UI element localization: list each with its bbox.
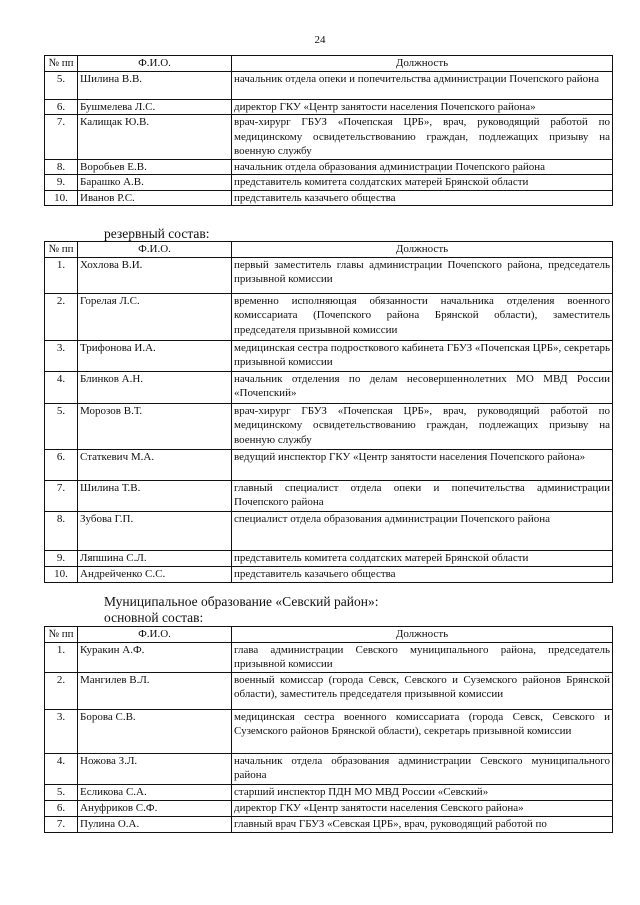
header-num: № пп xyxy=(45,242,78,258)
member-name: Хохлова В.И. xyxy=(78,257,232,293)
table-row xyxy=(45,190,613,206)
header-name: Ф.И.О. xyxy=(78,627,232,643)
table-row xyxy=(45,753,613,784)
member-name: Ануфриков С.Ф. xyxy=(78,800,232,816)
row-number: 10. xyxy=(45,190,78,206)
table-row xyxy=(45,800,613,816)
row-number: 1. xyxy=(45,257,78,293)
member-name: Куракин А.Ф. xyxy=(78,642,232,672)
table-row xyxy=(45,672,613,709)
member-position: начальник отдела опеки и попечительства администрации Почепского района xyxy=(232,71,613,99)
table-row xyxy=(45,71,613,99)
member-name: Барашко А.В. xyxy=(78,175,232,191)
member-position: первый заместитель главы администрации Почепского района, председатель призывной комиссии xyxy=(232,257,613,293)
table-row xyxy=(45,340,613,371)
row-number: 9. xyxy=(45,175,78,191)
table-row xyxy=(45,642,613,672)
member-position: медицинская сестра военного комиссариата (города Севск, Севского и Суземского районов Брянской области), секретарь призывной комиссии xyxy=(232,709,613,753)
member-position: главный врач ГБУЗ «Севская ЦРБ», врач, руководящий работой по xyxy=(232,816,613,832)
member-position: старший инспектор ПДН МО МВД России «Севский» xyxy=(232,784,613,800)
section-reserve-title: резервный состав: xyxy=(104,226,210,241)
row-number: 9. xyxy=(45,550,78,566)
member-position: представитель казачьего общества xyxy=(232,566,613,582)
row-number: 10. xyxy=(45,566,78,582)
header-num: № пп xyxy=(45,56,78,72)
member-name: Блинков А.Н. xyxy=(78,371,232,403)
member-position: врач-хирург ГБУЗ «Почепская ЦРБ», врач, руководящий работой по медицинскому освидетельствованию граждан, подлежащих призыву на военную службу xyxy=(232,115,613,160)
member-position: директор ГКУ «Центр занятости населения Почепского района» xyxy=(232,99,613,115)
row-number: 6. xyxy=(45,800,78,816)
commission-table-main-sevsk xyxy=(44,626,613,833)
header-position: Должность xyxy=(232,56,613,72)
row-number: 8. xyxy=(45,159,78,175)
table-row xyxy=(45,403,613,449)
header-name: Ф.И.О. xyxy=(78,242,232,258)
table-row xyxy=(45,480,613,511)
member-name: Ножова З.Л. xyxy=(78,753,232,784)
member-name: Андрейченко С.С. xyxy=(78,566,232,582)
member-position: временно исполняющая обязанности начальника отделения военного комиссариата (Почепского района Брянской области), заместитель председателя призывной комиссии xyxy=(232,293,613,340)
member-position: представитель казачьего общества xyxy=(232,190,613,206)
row-number: 3. xyxy=(45,340,78,371)
member-name: Трифонова И.А. xyxy=(78,340,232,371)
table-row xyxy=(45,566,613,582)
page-number: 24 xyxy=(314,34,326,46)
row-number: 7. xyxy=(45,816,78,832)
member-name: Зубова Г.П. xyxy=(78,511,232,550)
table-header-row xyxy=(45,627,613,643)
commission-table-main-pochep xyxy=(44,55,613,206)
table-row xyxy=(45,709,613,753)
row-number: 5. xyxy=(45,71,78,99)
section-sevsk-subtitle: основной состав: xyxy=(104,610,204,625)
table-header-row xyxy=(45,242,613,258)
row-number: 8. xyxy=(45,511,78,550)
row-number: 4. xyxy=(45,753,78,784)
member-name: Мангилев В.Л. xyxy=(78,672,232,709)
row-number: 2. xyxy=(45,293,78,340)
member-position: начальник отдела образования администрации Почепского района xyxy=(232,159,613,175)
member-name: Калищак Ю.В. xyxy=(78,115,232,160)
member-position: представитель комитета солдатских матерей Брянской области xyxy=(232,175,613,191)
row-number: 3. xyxy=(45,709,78,753)
table-row xyxy=(45,816,613,832)
row-number: 6. xyxy=(45,99,78,115)
member-name: Иванов Р.С. xyxy=(78,190,232,206)
member-name: Борова С.В. xyxy=(78,709,232,753)
member-position: начальник отдела образования администрации Севского муниципального района xyxy=(232,753,613,784)
member-name: Шилина Т.В. xyxy=(78,480,232,511)
member-name: Пулина О.А. xyxy=(78,816,232,832)
table-row xyxy=(45,257,613,293)
table-row xyxy=(45,159,613,175)
member-position: главный специалист отдела опеки и попечительства администрации Почепского района xyxy=(232,480,613,511)
table-row xyxy=(45,550,613,566)
member-name: Морозов В.Т. xyxy=(78,403,232,449)
member-name: Бушмелева Л.С. xyxy=(78,99,232,115)
row-number: 7. xyxy=(45,115,78,160)
table-row xyxy=(45,449,613,480)
member-position: специалист отдела образования администрации Почепского района xyxy=(232,511,613,550)
commission-table-reserve-pochep xyxy=(44,241,613,583)
header-position: Должность xyxy=(232,627,613,643)
row-number: 1. xyxy=(45,642,78,672)
member-position: медицинская сестра подросткового кабинета ГБУЗ «Почепская ЦРБ», секретарь призывной комиссии xyxy=(232,340,613,371)
row-number: 5. xyxy=(45,784,78,800)
table-row xyxy=(45,99,613,115)
member-name: Шилина В.В. xyxy=(78,71,232,99)
member-name: Воробьев Е.В. xyxy=(78,159,232,175)
header-name: Ф.И.О. xyxy=(78,56,232,72)
member-name: Ляпшина С.Л. xyxy=(78,550,232,566)
table-row xyxy=(45,511,613,550)
header-num: № пп xyxy=(45,627,78,643)
row-number: 7. xyxy=(45,480,78,511)
header-position: Должность xyxy=(232,242,613,258)
row-number: 4. xyxy=(45,371,78,403)
member-name: Горелая Л.С. xyxy=(78,293,232,340)
row-number: 6. xyxy=(45,449,78,480)
member-name: Статкевич М.А. xyxy=(78,449,232,480)
table-header-row xyxy=(45,56,613,72)
row-number: 2. xyxy=(45,672,78,709)
table-row xyxy=(45,115,613,160)
member-position: глава администрации Севского муниципального района, председатель призывной комиссии xyxy=(232,642,613,672)
member-position: начальник отделения по делам несовершеннолетних МО МВД России «Почепский» xyxy=(232,371,613,403)
member-name: Есликова С.А. xyxy=(78,784,232,800)
member-position: директор ГКУ «Центр занятости населения Севского района» xyxy=(232,800,613,816)
member-position: представитель комитета солдатских матерей Брянской области xyxy=(232,550,613,566)
member-position: врач-хирург ГБУЗ «Почепская ЦРБ», врач, руководящий работой по медицинскому освидетельствованию граждан, подлежащих призыву на военную службу xyxy=(232,403,613,449)
section-sevsk-title: Муниципальное образование «Севский район»: xyxy=(104,594,379,609)
table-row xyxy=(45,175,613,191)
member-position: военный комиссар (города Севск, Севского и Суземского районов Брянской области), заместитель председателя призывной комиссии xyxy=(232,672,613,709)
table-row xyxy=(45,784,613,800)
row-number: 5. xyxy=(45,403,78,449)
member-position: ведущий инспектор ГКУ «Центр занятости населения Почепского района» xyxy=(232,449,613,480)
table-row xyxy=(45,371,613,403)
table-row xyxy=(45,293,613,340)
